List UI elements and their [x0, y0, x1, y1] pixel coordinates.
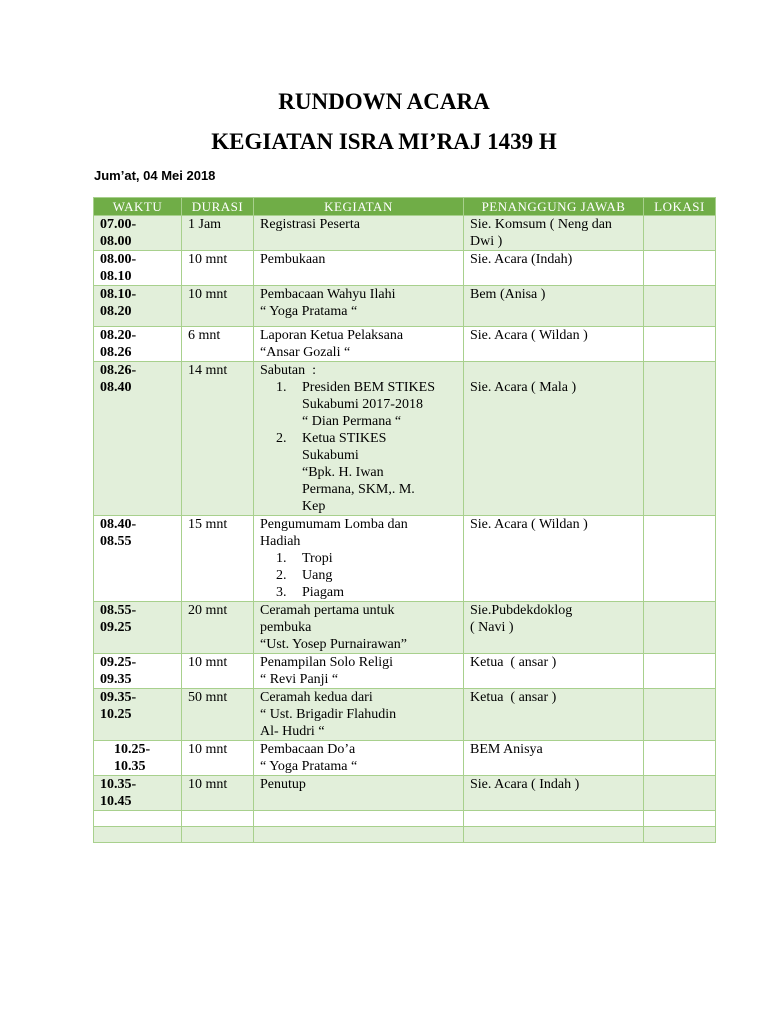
table-row	[94, 654, 716, 689]
cell-lokasi	[644, 216, 716, 251]
kegiatan-intro: Sabutan :	[260, 363, 316, 378]
waktu-text: 08.10-	[100, 287, 137, 302]
kegiatan-list	[260, 379, 457, 515]
cell-lokasi	[644, 286, 716, 327]
durasi-text: 14 mnt	[188, 363, 228, 378]
cell-lokasi	[644, 654, 716, 689]
list-item-text: Sukabumi 2017-2018	[302, 397, 423, 412]
pj-text: Dwi )	[470, 234, 503, 249]
cell-penanggung-jawab	[464, 516, 644, 602]
list-item-text: 2. Ketua STIKES	[302, 431, 387, 446]
table-row	[94, 286, 716, 327]
waktu-text: 10.35	[114, 759, 146, 774]
cell-kegiatan	[254, 654, 464, 689]
header-waktu: WAKTU	[94, 198, 182, 216]
cell-waktu	[94, 776, 182, 811]
event-date: Jum’at, 04 Mei 2018	[94, 168, 216, 183]
durasi-text: 50 mnt	[188, 690, 228, 705]
cell-durasi	[182, 654, 254, 689]
durasi-text: 20 mnt	[188, 603, 228, 618]
list-item	[290, 379, 457, 430]
cell-lokasi	[644, 602, 716, 654]
kegiatan-text: Ceramah pertama untuk	[260, 603, 395, 618]
kegiatan-text: “ Yoga Pratama “	[260, 759, 358, 774]
empty-cell	[644, 811, 716, 827]
table-row	[94, 602, 716, 654]
table-row	[94, 327, 716, 362]
empty-row	[94, 811, 716, 827]
empty-cell	[94, 811, 182, 827]
waktu-text: 08.40-	[100, 517, 137, 532]
cell-durasi	[182, 516, 254, 602]
empty-cell	[464, 811, 644, 827]
cell-penanggung-jawab	[464, 741, 644, 776]
waktu-text: 10.25	[100, 707, 132, 722]
kegiatan-text: Al- Hudri “	[260, 724, 325, 739]
kegiatan-text: “ Yoga Pratama “	[260, 304, 358, 319]
cell-kegiatan	[254, 516, 464, 602]
kegiatan-text: “ Revi Panji “	[260, 672, 339, 687]
header-lokasi: LOKASI	[644, 198, 716, 216]
kegiatan-text: Penutup	[260, 777, 306, 792]
waktu-text: 10.25-	[114, 742, 151, 757]
rundown-table	[93, 197, 716, 843]
waktu-text: 08.00-	[100, 252, 137, 267]
cell-lokasi	[644, 516, 716, 602]
kegiatan-text: Registrasi Peserta	[260, 217, 360, 232]
cell-durasi	[182, 602, 254, 654]
cell-penanggung-jawab	[464, 776, 644, 811]
list-item-text: “Bpk. H. Iwan	[302, 465, 384, 480]
table-row	[94, 741, 716, 776]
cell-waktu	[94, 327, 182, 362]
empty-row	[94, 827, 716, 843]
cell-waktu	[94, 362, 182, 516]
table-row	[94, 216, 716, 251]
document-subtitle: KEGIATAN ISRA MI’RAJ 1439 H	[211, 129, 557, 154]
cell-kegiatan	[254, 286, 464, 327]
durasi-text: 10 mnt	[188, 287, 228, 302]
kegiatan-text: “Ansar Gozali “	[260, 345, 351, 360]
waktu-text: 08.26	[100, 345, 132, 360]
cell-penanggung-jawab	[464, 327, 644, 362]
cell-waktu	[94, 251, 182, 286]
cell-penanggung-jawab	[464, 654, 644, 689]
waktu-text: 08.55-	[100, 603, 137, 618]
pj-text: ( Navi )	[470, 620, 514, 635]
kegiatan-text: Pembukaan	[260, 252, 326, 267]
empty-cell	[254, 827, 464, 843]
cell-waktu	[94, 516, 182, 602]
cell-penanggung-jawab	[464, 286, 644, 327]
waktu-text: 09.35	[100, 672, 132, 687]
waktu-text: 08.26-	[100, 363, 137, 378]
header-penanggung-jawab: PENANGGUNG JAWAB	[464, 198, 644, 216]
cell-kegiatan	[254, 689, 464, 741]
cell-waktu	[94, 689, 182, 741]
table-header-row	[94, 198, 716, 216]
cell-durasi	[182, 251, 254, 286]
cell-kegiatan	[254, 216, 464, 251]
waktu-text: 08.00	[100, 234, 132, 249]
waktu-text: 09.25-	[100, 655, 137, 670]
cell-kegiatan	[254, 251, 464, 286]
kegiatan-text: “Ust. Yosep Purnairawan”	[260, 637, 407, 652]
pj-text: Sie. Acara ( Indah )	[470, 777, 580, 792]
kegiatan-intro: Hadiah	[260, 534, 301, 549]
cell-lokasi	[644, 689, 716, 741]
empty-cell	[644, 827, 716, 843]
durasi-text: 10 mnt	[188, 655, 228, 670]
cell-durasi	[182, 776, 254, 811]
empty-cell	[94, 827, 182, 843]
waktu-text: 08.10	[100, 269, 132, 284]
cell-durasi	[182, 216, 254, 251]
list-item	[290, 567, 457, 584]
pj-text: Sie. Acara ( Mala )	[470, 380, 577, 395]
pj-text: BEM Anisya	[470, 742, 543, 757]
waktu-text: 08.20	[100, 304, 132, 319]
cell-lokasi	[644, 362, 716, 516]
list-item-text: Sukabumi	[302, 448, 359, 463]
cell-waktu	[94, 741, 182, 776]
pj-text: Sie. Acara (Indah)	[470, 252, 573, 267]
durasi-text: 1 Jam	[188, 217, 222, 232]
waktu-text: 10.35-	[100, 777, 137, 792]
list-item	[290, 550, 457, 567]
waktu-text: 07.00-	[100, 217, 137, 232]
kegiatan-intro: Pengumumam Lomba dan	[260, 517, 408, 532]
pj-text: Bem (Anisa )	[470, 287, 546, 302]
cell-penanggung-jawab	[464, 689, 644, 741]
waktu-text: 10.45	[100, 794, 132, 809]
cell-durasi	[182, 286, 254, 327]
cell-lokasi	[644, 776, 716, 811]
pj-text: Sie.Pubdekdoklog	[470, 603, 573, 618]
kegiatan-text: Pembacaan Do’a	[260, 742, 356, 757]
empty-cell	[182, 811, 254, 827]
table-row	[94, 251, 716, 286]
list-item-text: 3. Piagam	[302, 585, 344, 600]
durasi-text: 6 mnt	[188, 328, 221, 343]
pj-text: Ketua ( ansar )	[470, 690, 557, 705]
list-item-text: 2. Uang	[302, 568, 333, 583]
cell-lokasi	[644, 251, 716, 286]
cell-durasi	[182, 741, 254, 776]
document-title: RUNDOWN ACARA	[278, 89, 490, 114]
waktu-text: 09.25	[100, 620, 132, 635]
kegiatan-list	[260, 550, 457, 601]
pj-text: Sie. Acara ( Wildan )	[470, 328, 588, 343]
empty-cell	[182, 827, 254, 843]
list-item-text: Kep	[302, 499, 326, 514]
header-durasi: DURASI	[182, 198, 254, 216]
waktu-text: 09.35-	[100, 690, 137, 705]
cell-kegiatan	[254, 362, 464, 516]
cell-waktu	[94, 602, 182, 654]
header-kegiatan: KEGIATAN	[254, 198, 464, 216]
cell-waktu	[94, 654, 182, 689]
list-item-text: 1. Presiden BEM STIKES	[302, 380, 435, 395]
kegiatan-text: “ Ust. Brigadir Flahudin	[260, 707, 397, 722]
list-item-text: 1. Tropi	[302, 551, 333, 566]
durasi-text: 10 mnt	[188, 252, 228, 267]
cell-kegiatan	[254, 741, 464, 776]
cell-durasi	[182, 327, 254, 362]
empty-cell	[464, 827, 644, 843]
cell-kegiatan	[254, 776, 464, 811]
list-item	[290, 430, 457, 515]
durasi-text: 10 mnt	[188, 777, 228, 792]
cell-penanggung-jawab	[464, 216, 644, 251]
durasi-text: 15 mnt	[188, 517, 228, 532]
cell-penanggung-jawab	[464, 251, 644, 286]
table-row	[94, 362, 716, 516]
list-item	[290, 584, 457, 601]
waktu-text: 08.40	[100, 380, 132, 395]
cell-lokasi	[644, 741, 716, 776]
cell-penanggung-jawab	[464, 602, 644, 654]
cell-kegiatan	[254, 602, 464, 654]
list-item-text: “ Dian Permana “	[302, 414, 402, 429]
empty-cell	[254, 811, 464, 827]
pj-text: Sie. Komsum ( Neng dan	[470, 217, 612, 232]
cell-waktu	[94, 286, 182, 327]
list-item-text: Permana, SKM,. M.	[302, 482, 415, 497]
table-row	[94, 776, 716, 811]
cell-durasi	[182, 362, 254, 516]
durasi-text: 10 mnt	[188, 742, 228, 757]
kegiatan-text: Penampilan Solo Religi	[260, 655, 393, 670]
waktu-text: 08.55	[100, 534, 132, 549]
kegiatan-text: pembuka	[260, 620, 312, 635]
table-row	[94, 516, 716, 602]
cell-lokasi	[644, 327, 716, 362]
cell-waktu	[94, 216, 182, 251]
waktu-text: 08.20-	[100, 328, 137, 343]
cell-kegiatan	[254, 327, 464, 362]
kegiatan-text: Laporan Ketua Pelaksana	[260, 328, 404, 343]
table-row	[94, 689, 716, 741]
kegiatan-text: Pembacaan Wahyu Ilahi	[260, 287, 396, 302]
pj-text: Sie. Acara ( Wildan )	[470, 517, 588, 532]
kegiatan-text: Ceramah kedua dari	[260, 690, 373, 705]
cell-penanggung-jawab	[464, 362, 644, 516]
pj-text: Ketua ( ansar )	[470, 655, 557, 670]
cell-durasi	[182, 689, 254, 741]
pj-spacer	[470, 362, 637, 379]
